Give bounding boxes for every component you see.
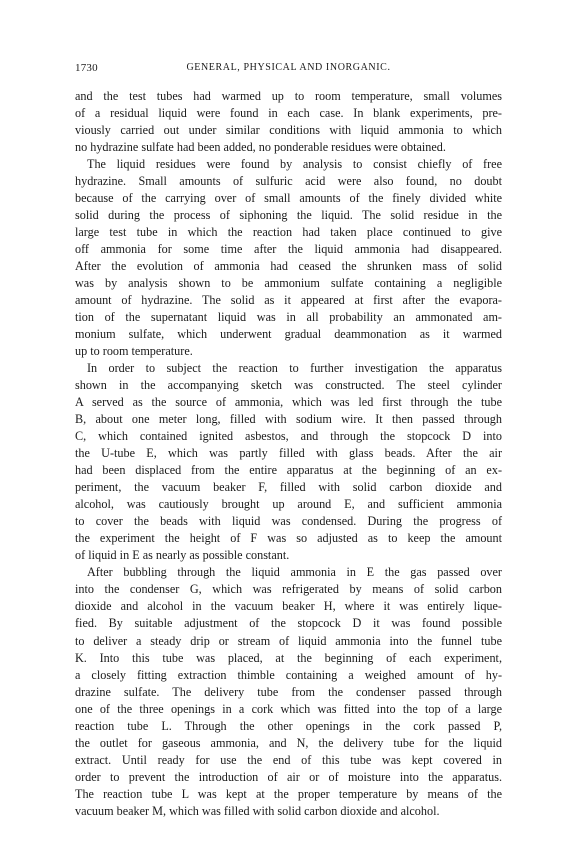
text-line: B, about one meter long, filled with sodium wire. It then passed through	[75, 412, 502, 427]
text-line: extract. Until ready for use the end of this tube was kept covered in	[75, 752, 502, 767]
text-line: into the condenser G, which was refrigerated by means of solid carbon	[75, 582, 502, 597]
text-line: off ammonia for some time after the liquid ammonia had disappeared.	[75, 242, 502, 257]
text-line: to deliver a steady drip or stream of liquid ammonia into the funnel tube	[75, 633, 502, 648]
text-line: alcohol, was cautiously brought up around E, and sufficient ammonia	[75, 497, 502, 512]
text-line: solid during the process of siphoning the liquid. The solid residue in the	[75, 208, 502, 223]
text-line: fied. By suitable adjustment of the stopcock D it was found possible	[75, 616, 502, 631]
text-line: the U-tube E, which was partly filled with glass beads. After the air	[75, 446, 502, 461]
text-line: periment, the vacuum beaker F, filled with solid carbon dioxide and	[75, 480, 502, 495]
text-line: a closely fitting extraction thimble containing a weighed amount of hy-	[75, 667, 502, 682]
text-line: large test tube in which the reaction had taken place continued to give	[75, 225, 502, 240]
text-line: vacuum beaker M, which was filled with solid carbon dioxide and alcohol.	[75, 803, 440, 818]
text-line: A served as the source of ammonia, which was led first through the tube	[75, 395, 502, 410]
text-line: K. Into this tube was placed, at the beginning of each experiment,	[75, 650, 502, 665]
text-line: viously carried out under similar conditions with liquid ammonia to which	[75, 123, 502, 138]
text-line: and the test tubes had warmed up to room temperature, small volumes	[75, 89, 502, 103]
text-line: had been displaced from the entire apparatus at the beginning of an ex-	[75, 463, 502, 478]
text-line: no hydrazine sulfate had been added, no ponderable residues were obtained.	[75, 140, 446, 155]
running-head	[75, 62, 502, 76]
text-line: The reaction tube L was kept at the proper temperature by means of the	[75, 786, 502, 801]
text-line: order to prevent the introduction of air or of moisture into the apparatus.	[75, 769, 502, 784]
text-line: to cover the beads with liquid was condensed. During the progress of	[75, 514, 502, 529]
text-line: tion of the supernatant liquid was in all probability an ammonated am-	[75, 310, 502, 325]
page-number: 1730	[75, 62, 98, 74]
text-line: of liquid in E as nearly as possible constant.	[75, 548, 290, 563]
text-line: The liquid residues were found by analysis to consist chiefly of free	[87, 157, 502, 172]
text-line: one of the three openings in a cork which was fitted into the top of a large	[75, 701, 502, 716]
text-line: drazine sulfate. The delivery tube from the condenser passed through	[75, 684, 502, 699]
body-text	[75, 88, 502, 820]
text-line: the outlet for gaseous ammonia, and N, the delivery tube for the liquid	[75, 735, 502, 750]
text-line: of a residual liquid were found in each case. In blank experiments, pre-	[75, 106, 502, 121]
text-line: amount of hydrazine. The solid as it appeared at first after the evapora-	[75, 293, 502, 308]
text-line: After bubbling through the liquid ammonia in E the gas passed over	[87, 565, 502, 580]
text-line: In order to subject the reaction to further investigation the apparatus	[87, 361, 502, 376]
text-line: dioxide and alcohol in the vacuum beaker H, where it was entirely lique-	[75, 599, 502, 614]
text-line: reaction tube L. Through the other openings in the cork passed P,	[75, 718, 502, 733]
text-line: monium sulfate, which underwent gradual deammonation as it warmed	[75, 327, 502, 342]
text-line: shown in the accompanying sketch was constructed. The steel cylinder	[75, 378, 502, 393]
text-line: C, which contained ignited asbestos, and through the stopcock D into	[75, 429, 502, 444]
text-line: was by analysis shown to be ammonium sulfate containing a negligible	[75, 276, 502, 291]
running-title: GENERAL, PHYSICAL AND INORGANIC.	[186, 62, 391, 73]
text-line: the experiment the height of F was so adjusted as to keep the amount	[75, 531, 502, 546]
text-line: After the evolution of ammonia had ceased the shrunken mass of solid	[75, 259, 502, 274]
text-line: because of the carrying over of small amounts of the finely divided white	[75, 191, 502, 206]
text-line: up to room temperature.	[75, 344, 193, 359]
text-line: hydrazine. Small amounts of sulfuric acid were also found, no doubt	[75, 174, 502, 189]
